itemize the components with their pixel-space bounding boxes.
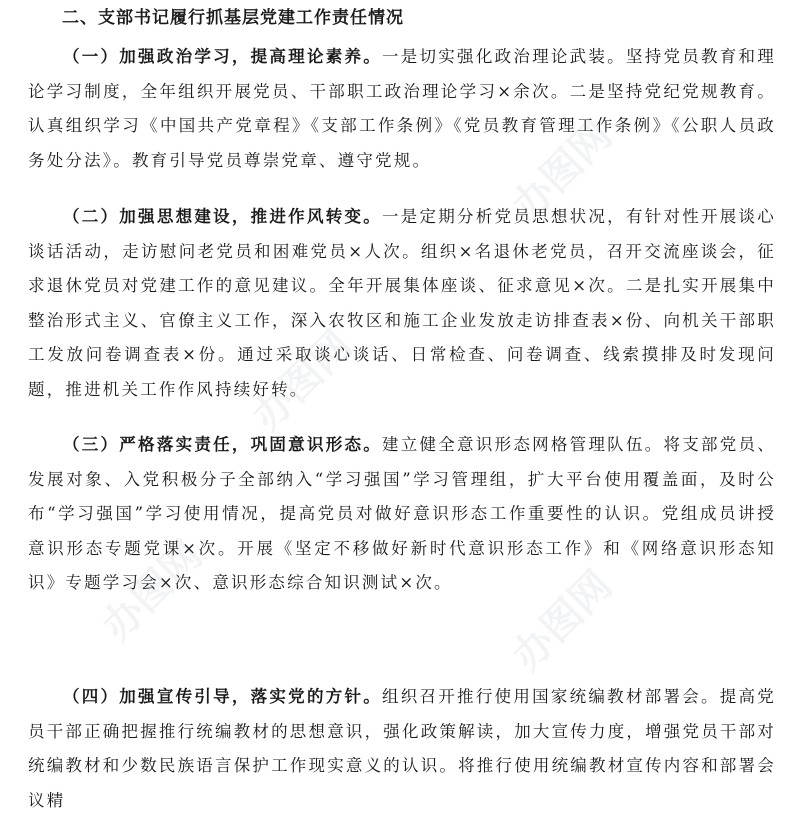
paragraph-1 bbox=[28, 40, 776, 178]
paragraph-2 bbox=[28, 200, 776, 407]
paragraph-4 bbox=[28, 680, 776, 818]
paragraph-3-lead: （三）严格落实责任，巩固意识形态。 bbox=[63, 435, 382, 454]
paragraph-4-body: 组织召开推行使用国家统编教材部署会。提高党员干部正确把握推行统编教材的思想意识，强化政策解读，加大宣传力度，增强党员干部对统编教材和少数民族语言保护工作现实意义的认识。将推行使用统编教材宣传内容和部署会议精 bbox=[28, 687, 776, 810]
paragraph-3-body: 建立健全意识形态网格管理队伍。将支部党员、发展对象、入党积极分子全部纳入“学习强国”学习管理组，扩大平台使用覆盖面，及时公布“学习强国”学习使用情况，提高党员对做好意识形态工作重要性的认识。党组成员讲授意识形态专题党课×次。开展《坚定不移做好新时代意识形态工作》和《网络意识形态知识》专题学习会×次、意识形态综合知识测试×次。 bbox=[28, 435, 776, 592]
paragraph-1-body: 一是切实强化政治理论武装。坚持党员教育和理论学习制度，全年组织开展党员、干部职工政治理论学习×余次。二是坚持党纪党规教育。认真组织学习《中国共产党章程》《支部工作条例》《党员教育管理工作条例》《公职人员政务处分法》。教育引导党员尊崇党章、遵守党规。 bbox=[28, 47, 776, 170]
paragraph-3 bbox=[28, 428, 776, 601]
watermark: 办图网 bbox=[93, 532, 212, 650]
watermark: 办图网 bbox=[503, 112, 622, 230]
watermark: 办图网 bbox=[503, 562, 622, 680]
paragraph-1-lead: （一）加强政治学习，提高理论素养。 bbox=[63, 47, 382, 66]
paragraph-2-body: 一是定期分析党员思想状况，有针对性开展谈心谈话活动，走访慰问老党员和困难党员×人次。组织×名退休老党员，召开交流座谈会，征求退休党员对党建工作的意见建议。全年开展集体座谈、征求意见×次。二是扎实开展集中整治形式主义、官僚主义工作，深入农牧区和施工企业发放走访排查表×份、向机关干部职工发放问卷调查表×份。通过采取谈心谈话、日常检查、问卷调查、线索摸排及时发现问题，推进机关工作作风持续好转。 bbox=[28, 207, 776, 399]
paragraph-2-lead: （二）加强思想建设，推进作风转变。 bbox=[63, 207, 382, 226]
paragraph-4-lead: （四）加强宣传引导，落实党的方针。 bbox=[63, 687, 382, 706]
watermark: 办图网 bbox=[243, 322, 362, 440]
section-heading: 二、支部书记履行抓基层党建工作责任情况 bbox=[62, 8, 404, 28]
